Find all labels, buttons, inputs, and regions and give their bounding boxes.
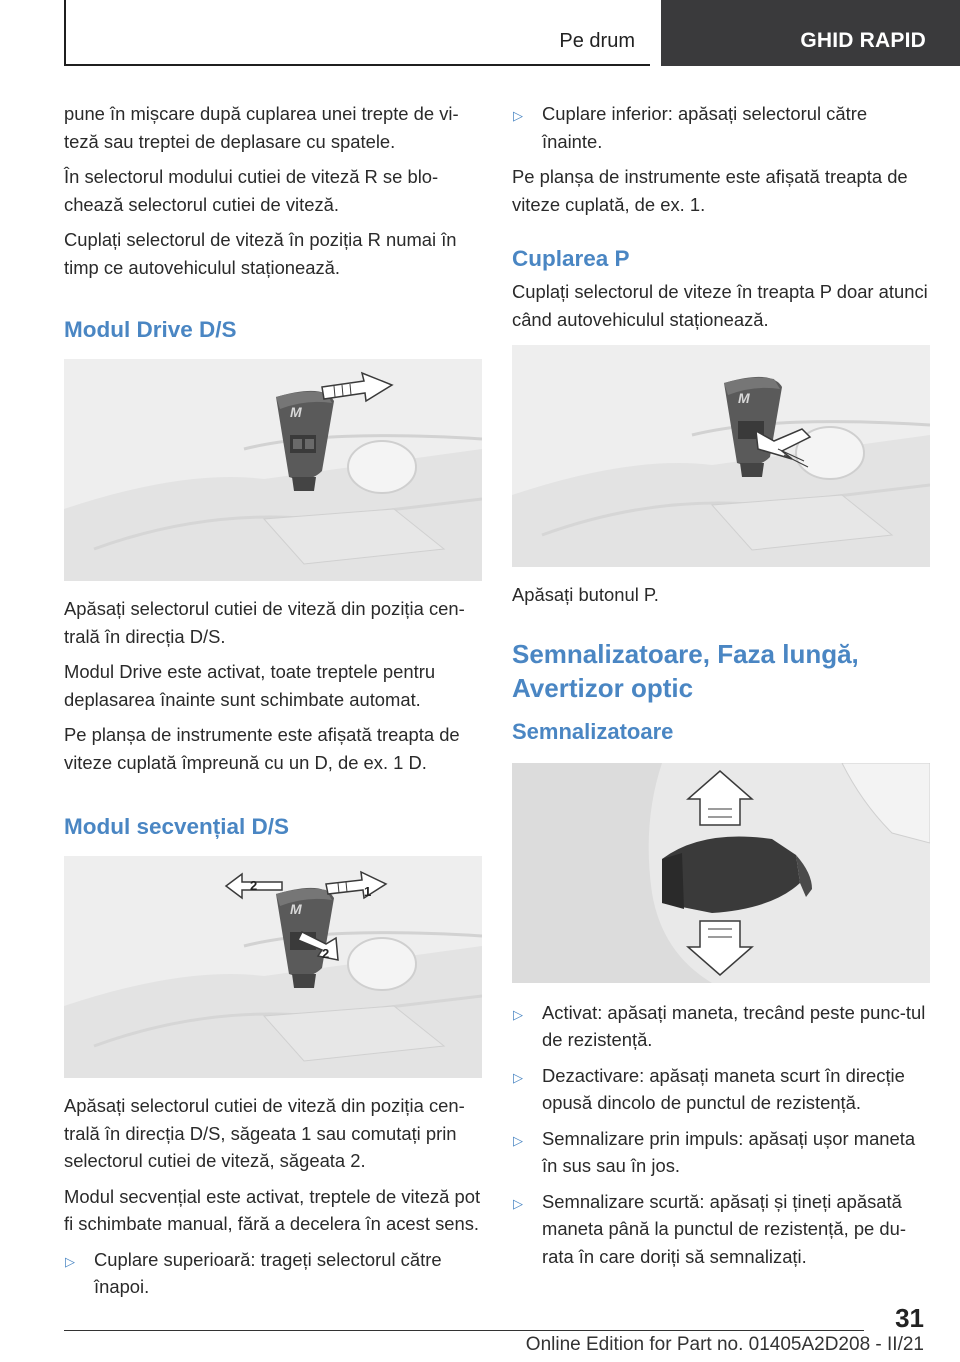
- heading-turn-signals: Semnalizatoare, Faza lungă, Avertizor optic: [512, 638, 859, 703]
- paragraph: Cuplați selectorul de viteze în treapta P doar atunci când autovehiculul staționează.: [512, 281, 928, 330]
- bullet-triangle-icon: ▷: [513, 1132, 523, 1148]
- right-column: [512, 100, 930, 1278]
- left-column: [64, 100, 482, 1309]
- bullet-triangle-icon: ▷: [65, 1253, 75, 1269]
- header-tab: [661, 0, 960, 66]
- header-tab-label: GHID RAPID: [800, 29, 926, 52]
- header-section-title: Pe drum: [559, 30, 635, 52]
- list-item-text: Activat: apăsați maneta, trecând peste punc-tul de rezistență.: [542, 1001, 926, 1050]
- footer-rule: [64, 1330, 864, 1331]
- list-item: [512, 1188, 930, 1271]
- paragraph: Pe planșa de instrumente este afișată treapta de viteze cuplată împreună cu un D, de ex. 1 D.: [64, 724, 460, 773]
- arrow-label-2: 2: [250, 878, 258, 893]
- arrow-label-1: 1: [364, 884, 372, 899]
- list-item-text: Dezactivare: apăsați maneta scurt în direcție opusă dincolo de punctul de rezistență.: [542, 1064, 905, 1113]
- paragraph: pune în mișcare după cuplarea unei trepte de vi-teză sau treptei de deplasare cu spatele.: [64, 103, 459, 152]
- bullet-triangle-icon: ▷: [513, 1195, 523, 1211]
- bullet-list: [512, 100, 930, 155]
- paragraph: Modul secvențial este activat, treptele de viteză pot fi schimbate manual, fără a decelera în acest sens.: [64, 1185, 481, 1234]
- paragraph: Modul Drive este activat, toate treptele pentru deplasarea înainte sunt schimbate automat.: [64, 661, 436, 710]
- subheading-turn-signals: Semnalizatoare: [512, 718, 674, 744]
- list-item: [512, 100, 930, 155]
- heading-drive-mode: Modul Drive D/S: [64, 317, 237, 342]
- paragraph: Apăsați butonul P.: [512, 584, 659, 605]
- paragraph: Pe planșa de instrumente este afișată treapta de viteze cuplată, de ex. 1.: [512, 166, 908, 215]
- list-item-text: Cuplare superioară: trageți selectorul către înapoi.: [94, 1248, 442, 1297]
- figure-turn-signal-lever: [512, 763, 930, 983]
- heading-sequential-mode: Modul secvențial D/S: [64, 814, 290, 839]
- bullet-triangle-icon: ▷: [513, 1069, 523, 1085]
- list-item-text: Semnalizare prin impuls: apăsați ușor maneta în sus sau în jos.: [542, 1127, 916, 1176]
- paragraph: Apăsați selectorul cutiei de viteză din poziția cen-trală în direcția D/S, săgeata 1 sau comutați prin selectorul cutiei de viteză, săgeata 2.: [64, 1095, 465, 1171]
- header-rule-vertical: [64, 0, 66, 66]
- paragraph: Cuplați selectorul de viteză în poziția R numai în timp ce autovehiculul staționează.: [64, 229, 457, 278]
- list-item-text: Cuplare inferior: apăsați selectorul către înainte.: [542, 103, 868, 152]
- bullet-list: [512, 999, 930, 1271]
- arrow-label-2-lower: 2: [322, 946, 330, 961]
- list-item: [512, 999, 930, 1054]
- list-item: [512, 1062, 930, 1117]
- selector-logo: M: [290, 404, 302, 420]
- bullet-triangle-icon: ▷: [513, 108, 523, 123]
- list-item: [512, 1125, 930, 1180]
- paragraph: Apăsați selectorul cutiei de viteză din poziția cen-trală în direcția D/S.: [64, 598, 465, 647]
- bullet-triangle-icon: ▷: [513, 1006, 523, 1022]
- header-rule-horizontal: [64, 64, 650, 66]
- figure-gear-selector-sequential: [64, 856, 482, 1078]
- heading-park: Cuplarea P: [512, 246, 630, 271]
- figure-gear-selector-drive: [64, 359, 482, 581]
- list-item: [64, 1246, 482, 1301]
- list-item-text: Semnalizare scurtă: apăsați și țineți apăsată maneta până la punctul de rezistență, pe du-rata în care doriți să semnalizați.: [542, 1190, 906, 1267]
- selector-logo: M: [738, 390, 750, 406]
- paragraph: În selectorul modului cutiei de viteză R se blo-chează selectorul cutiei de viteză.: [64, 166, 439, 215]
- bullet-list: [64, 1246, 482, 1301]
- selector-logo: M: [290, 901, 302, 917]
- page-number: 31: [895, 1303, 924, 1333]
- footer-edition: Online Edition for Part no. 01405A2D208 - II/21: [525, 1334, 924, 1355]
- figure-park-button: [512, 345, 930, 567]
